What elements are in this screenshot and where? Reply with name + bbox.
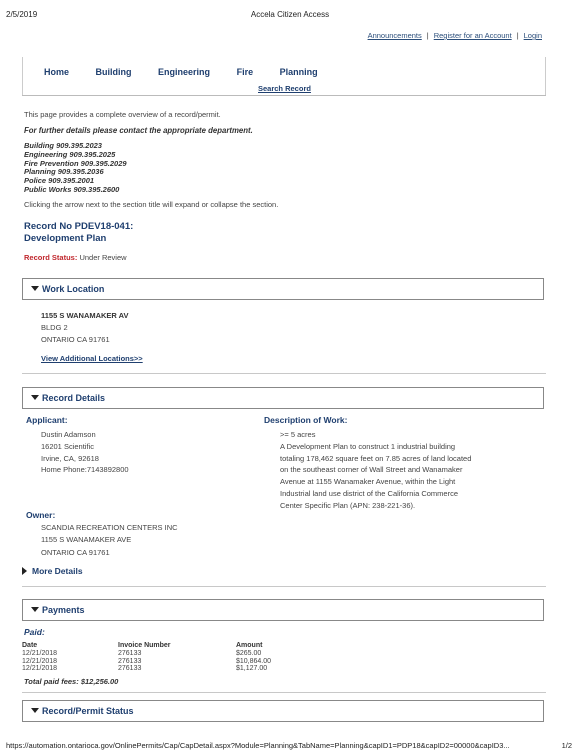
description-line: A Development Plan to construct 1 industrial building (280, 441, 456, 451)
section-divider (22, 586, 546, 587)
paid-label: Paid: (24, 627, 45, 637)
column-header-amount: Amount (236, 642, 263, 649)
nav-border-left (22, 57, 23, 95)
table-header-row (22, 641, 316, 650)
overview-text: This page provides a complete overview of a record/permit. (24, 110, 221, 119)
section-title: Record/Permit Status (42, 706, 134, 716)
nav-fire[interactable]: Fire (236, 67, 254, 77)
more-details-toggle[interactable] (22, 566, 83, 576)
nav-home[interactable]: Home (44, 67, 70, 77)
applicant-street: 16201 Scientific (41, 441, 94, 451)
contact-fire-prevention: Fire Prevention 909.395.2029 (24, 158, 127, 168)
nav-planning[interactable]: Planning (279, 67, 318, 77)
section-title: Work Location (42, 284, 105, 294)
nav-search-record[interactable]: Search Record (258, 84, 311, 93)
link-separator: | (516, 31, 519, 40)
table-row (22, 650, 316, 658)
work-location-address (41, 310, 129, 346)
table-row (22, 658, 316, 666)
section-title: Record Details (42, 393, 106, 403)
total-paid-fees: Total paid fees: $12,256.00 (24, 677, 119, 686)
cell-invoice: 276133 (118, 665, 142, 672)
owner-name: SCANDIA RECREATION CENTERS INC (41, 523, 178, 532)
cell-invoice: 276133 (118, 650, 142, 657)
view-additional-locations-link[interactable]: View Additional Locations>> (41, 354, 143, 363)
cell-amount: $265.00 (236, 650, 262, 657)
cell-amount: $10,864.00 (236, 657, 272, 665)
nav-engineering[interactable]: Engineering (158, 67, 211, 77)
print-page-number: 1/2 (561, 741, 572, 750)
cell-date: 12/21/2018 (22, 665, 58, 672)
cell-date: 12/21/2018 (22, 657, 58, 665)
top-links (368, 31, 542, 40)
section-divider (22, 692, 546, 693)
nav-divider (22, 95, 546, 96)
description-line: totaling 178,462 square feet on 7.85 acres of land located (280, 453, 472, 463)
collapse-arrow-icon[interactable] (31, 286, 39, 291)
record-status-label: Record Status: (24, 253, 78, 262)
applicant-name: Dustin Adamson (41, 430, 96, 439)
print-date: 2/5/2019 (6, 10, 38, 19)
section-title: Payments (42, 605, 85, 615)
announcements-link[interactable]: Announcements (367, 31, 422, 40)
collapse-arrow-icon[interactable] (31, 395, 39, 400)
column-header-date: Date (22, 642, 38, 649)
print-footer-url: https://automation.ontarioca.gov/OnlinePermits/Cap/CapDetail.aspx?Module=Planning&TabName=Planning&capID1=PDP18&capID2=00000&capID3... (6, 741, 510, 750)
cell-amount: $1,127.00 (236, 665, 268, 672)
nav-border-right (545, 57, 546, 95)
department-contacts (24, 142, 127, 195)
contact-note: For further details please contact the appropriate department. (24, 126, 253, 135)
section-record-permit-status[interactable] (22, 700, 544, 722)
main-nav (44, 67, 342, 77)
applicant-city: Irvine, CA, 92618 (41, 453, 99, 463)
print-page-title: Accela Citizen Access (250, 10, 330, 19)
description-line: >= 5 acres (280, 430, 316, 439)
collapse-arrow-icon[interactable] (31, 607, 39, 612)
record-number: Record No PDEV18-041: (24, 221, 134, 232)
description-line: on the southeast corner of Wall Street and Wanamaker (280, 465, 463, 475)
section-record-details[interactable] (22, 387, 544, 409)
address-line-2: BLDG 2 (41, 323, 68, 332)
expand-hint: Clicking the arrow next to the section title will expand or collapse the section. (24, 200, 279, 209)
link-separator: | (426, 31, 429, 40)
record-status-value: Under Review (79, 253, 127, 262)
record-heading (24, 221, 133, 245)
contact-engineering: Engineering 909.395.2025 (24, 149, 116, 159)
cell-invoice: 276133 (118, 657, 142, 665)
nav-building[interactable]: Building (95, 67, 132, 77)
applicant-phone: Home Phone:7143892800 (41, 465, 129, 475)
address-city: ONTARIO CA 91761 (41, 335, 110, 344)
owner-street: 1155 S WANAMAKER AVE (41, 535, 132, 545)
record-type: Development Plan (24, 233, 107, 244)
address-line-1: 1155 S WANAMAKER AV (41, 311, 129, 320)
contact-police: Police 909.395.2001 (24, 176, 95, 186)
contact-planning: Planning 909.395.2036 (24, 167, 104, 177)
description-line: Avenue at 1155 Wanamaker Avenue, within the Light (280, 477, 456, 487)
applicant-info (41, 429, 129, 476)
contact-building: Building 909.395.2023 (24, 141, 102, 150)
description-of-work (280, 429, 485, 512)
column-header-invoice: Invoice Number (118, 642, 171, 649)
description-heading: Description of Work: (264, 415, 348, 425)
applicant-heading: Applicant: (26, 415, 68, 425)
contact-public-works: Public Works 909.395.2600 (24, 184, 120, 194)
section-payments[interactable] (22, 599, 544, 621)
more-details-label: More Details (32, 566, 83, 576)
owner-info (41, 522, 178, 559)
table-row (22, 665, 316, 673)
description-line: Center Specific Plan (APN: 238-221-36). (280, 500, 416, 510)
expand-arrow-icon[interactable] (22, 567, 27, 575)
owner-heading: Owner: (26, 510, 56, 520)
description-line: Industrial land use district of the California Commerce (280, 488, 458, 498)
section-work-location[interactable] (22, 278, 544, 300)
register-link[interactable]: Register for an Account (433, 31, 512, 40)
login-link[interactable]: Login (523, 31, 542, 40)
collapse-arrow-icon[interactable] (31, 708, 39, 713)
section-divider (22, 373, 546, 374)
record-status (24, 253, 127, 262)
owner-city: ONTARIO CA 91761 (41, 547, 110, 557)
fees-table (22, 641, 316, 673)
cell-date: 12/21/2018 (22, 650, 58, 657)
